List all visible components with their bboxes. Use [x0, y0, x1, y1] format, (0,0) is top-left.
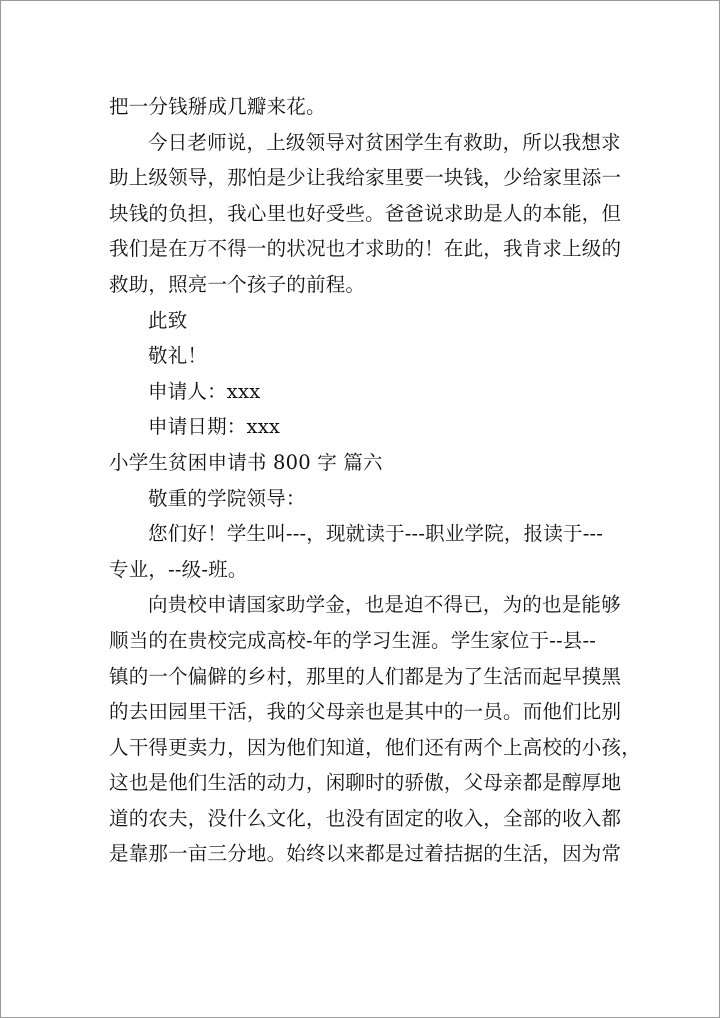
text-line: 顺当的在贵校完成高校-年的学习生涯。学生家位于--县-- — [109, 628, 597, 652]
text-line: 道的农夫，没什么文化，也没有固定的收入，全部的收入都 — [109, 806, 622, 830]
closing-line: 此致 — [148, 308, 188, 332]
text-line: 我们是在万不得一的状况也才求助的！在此，我肯求上级的 — [109, 237, 622, 261]
text-line: 镇的一个偏僻的乡村，那里的人们都是为了生活而起早摸黑 — [109, 664, 622, 688]
text-line: 块钱的负担，我心里也好受些。爸爸说求助是人的本能，但 — [109, 201, 622, 225]
salute-line: 敬礼！ — [148, 344, 208, 368]
text-line: 是靠那一亩三分地。始终以来都是过着拮据的生活，因为常 — [109, 842, 622, 866]
text-line: 专业，--级-班。 — [109, 557, 248, 581]
document-body — [109, 89, 641, 872]
text-line: 您们好！学生叫---，现就读于---职业学院，报读于--- — [148, 522, 604, 546]
text-line: 救助，照亮一个孩子的前程。 — [109, 272, 366, 296]
salutation-line: 敬重的学院领导： — [148, 486, 306, 510]
text-line: 今日老师说，上级领导对贫困学生有救助，所以我想求 — [148, 130, 621, 154]
text-line: 这也是他们生活的动力，闲聊时的骄傲，父母亲都是醇厚地 — [109, 771, 622, 795]
text-line: 人干得更卖力，因为他们知道，他们还有两个上高校的小孩， — [109, 735, 641, 759]
date-line: 申请日期：xxx — [148, 415, 281, 439]
section-heading: 小学生贫困申请书 800 字 篇六 — [109, 450, 383, 474]
text-line: 向贵校申请国家助学金，也是迫不得已，为的也是能够 — [148, 593, 621, 617]
text-line: 的去田园里干活，我的父母亲也是其中的一员。而他们比别 — [109, 700, 622, 724]
text-line: 把一分钱掰成几瓣来花。 — [109, 95, 326, 118]
applicant-line: 申请人：xxx — [148, 379, 261, 403]
text-line: 助上级领导，那怕是少让我给家里要一块钱，少给家里添一 — [109, 166, 622, 190]
